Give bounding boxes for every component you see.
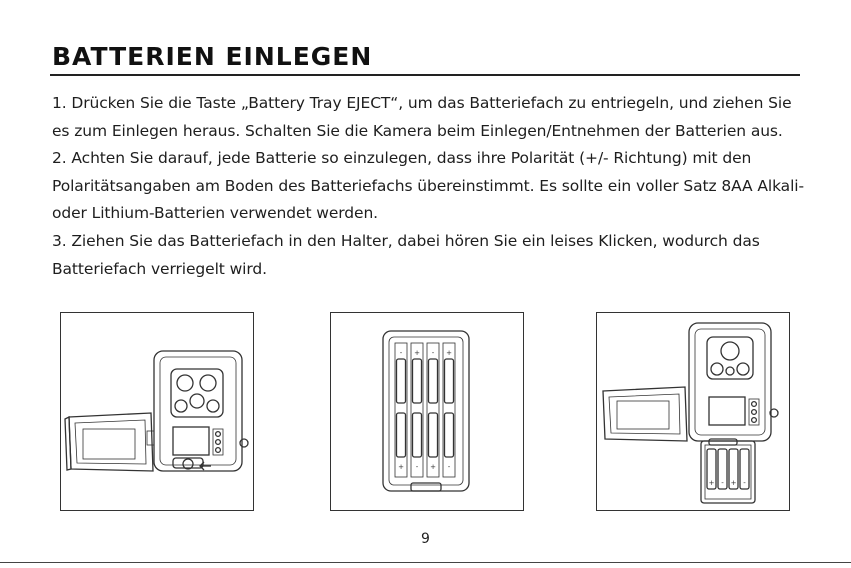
figure-camera-tray	[596, 312, 790, 511]
plus-sign: +	[414, 349, 420, 357]
minus-sign: -	[743, 479, 746, 487]
figure-battery-tray	[330, 312, 524, 511]
bottom-divider	[0, 562, 851, 563]
minus-sign: -	[431, 349, 435, 357]
page-number: 9	[421, 531, 430, 547]
battery-tray-icon	[331, 313, 523, 510]
camera-open-icon	[61, 313, 253, 510]
plus-sign: +	[430, 463, 436, 471]
camera-tray-icon	[597, 313, 789, 510]
title-underline	[50, 74, 800, 76]
instruction-step-1: 1. Drücken Sie die Taste „Battery Tray EJECT“, um das Batteriefach zu entriegeln, und ziehen Sie es zum Einlegen heraus. Schalten Sie die Kamera beim Einlegen/Entnehmen der Batterien aus.	[52, 94, 792, 140]
instruction-step-2: 2. Achten Sie darauf, jede Batterie so einzulegen, dass ihre Polarität (+/- Richtung) mit den Polaritätsangaben am Boden des Batteriefachs übereinstimmt. Es sollte ein voller Satz 8AA Alkali- oder Lithium-Batterien verwendet werden.	[52, 149, 804, 223]
plus-sign: +	[446, 349, 452, 357]
minus-sign: -	[399, 349, 403, 357]
plus-sign: +	[708, 479, 715, 487]
minus-sign: -	[447, 463, 451, 471]
instructions	[52, 90, 804, 283]
plus-sign: +	[398, 463, 404, 471]
instruction-step-3: 3. Ziehen Sie das Batteriefach in den Halter, dabei hören Sie ein leises Klicken, wodurch das Batteriefach verriegelt wird.	[52, 231, 760, 278]
minus-sign: -	[415, 463, 419, 471]
plus-sign: +	[730, 479, 737, 487]
minus-sign: -	[721, 479, 724, 487]
figure-camera-open	[60, 312, 254, 511]
page-title: BATTERIEN EINLEGEN	[52, 42, 373, 71]
